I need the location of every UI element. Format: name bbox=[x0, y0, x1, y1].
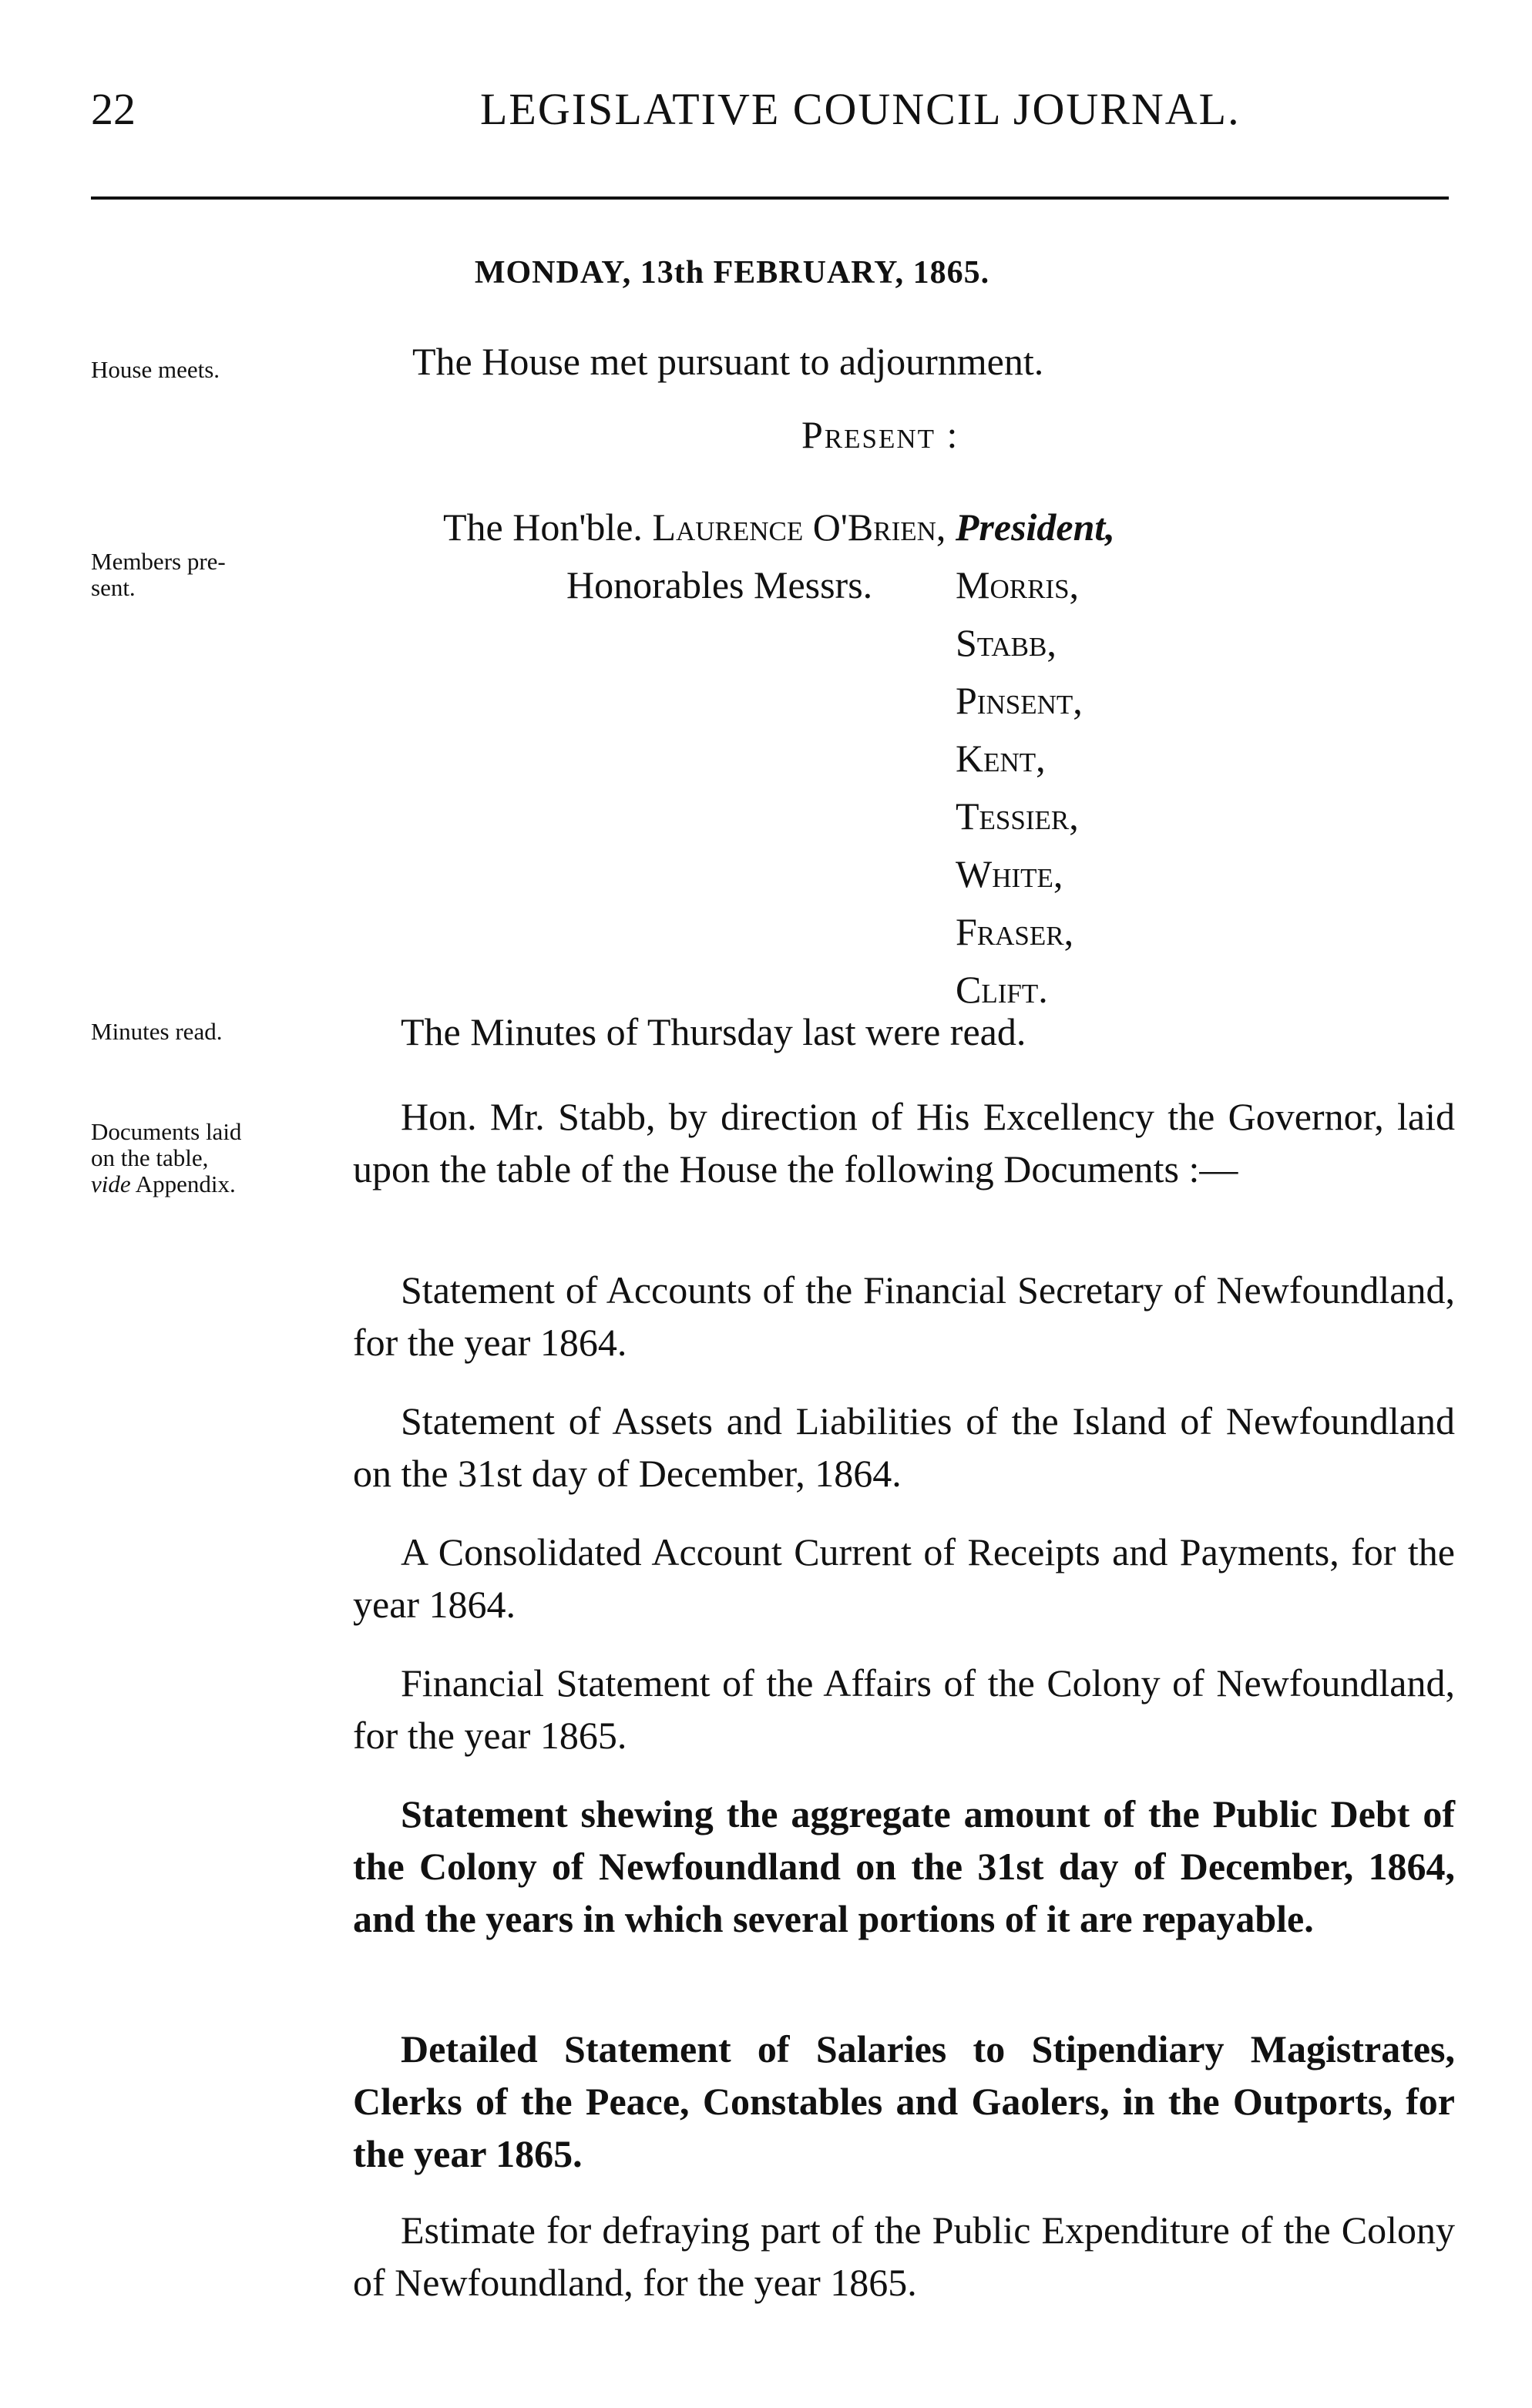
page-number: 22 bbox=[91, 84, 136, 134]
member-name: White, bbox=[956, 852, 1063, 895]
margin-note-documents bbox=[91, 1119, 326, 1197]
session-date: MONDAY, 13th FEBRUARY, 1865. bbox=[474, 255, 990, 291]
running-title: LEGISLATIVE COUNCIL JOURNAL. bbox=[480, 84, 1241, 134]
president-title: President, bbox=[955, 505, 1115, 549]
minutes-line: The Minutes of Thursday last were read. bbox=[401, 1010, 1026, 1053]
margin-note-appendix: Appendix. bbox=[130, 1170, 236, 1197]
page-header bbox=[91, 83, 1455, 145]
member-name: Clift. bbox=[956, 968, 1048, 1011]
margin-note-line: Members pre- bbox=[91, 548, 226, 575]
member-name: Fraser, bbox=[956, 910, 1074, 953]
document-item: Statement of Accounts of the Financial Secretary of Newfoundland, for the year 1864. bbox=[353, 1268, 1455, 1364]
document-item: A Consolidated Account Current of Receipts and Payments, for the year 1864. bbox=[353, 1530, 1455, 1626]
margin-note-vide: vide bbox=[91, 1170, 131, 1197]
president-line bbox=[443, 505, 1115, 549]
document-item: Financial Statement of the Affairs of the Colony of Newfoundland, for the year 1865. bbox=[353, 1661, 1455, 1757]
honorables-prefix: Honorables Messrs. bbox=[566, 563, 873, 606]
margin-note-line: Documents laid bbox=[91, 1118, 242, 1145]
document-item: Detailed Statement of Salaries to Stipendiary Magistrates, Clerks of the Peace, Constables and Gaolers, in the Outports, for the year 1865. bbox=[353, 2027, 1455, 2175]
member-name: Kent, bbox=[956, 737, 1046, 780]
member-name: Stabb, bbox=[956, 621, 1057, 664]
margin-note-members-present bbox=[91, 549, 326, 601]
document-item: Estimate for defraying part of the Public Expenditure of the Colony of Newfoundland, for the year 1865. bbox=[353, 2208, 1455, 2304]
met-line: The House met pursuant to adjournment. bbox=[412, 340, 1044, 383]
documents-intro: Hon. Mr. Stabb, by direction of His Excellency the Governor, laid upon the table of the House the following Documents :— bbox=[353, 1095, 1455, 1191]
president-name: Laurence O'Brien, bbox=[652, 505, 946, 549]
document-item: Statement of Assets and Liabilities of the Island of Newfoundland on the 31st day of December, 1864. bbox=[353, 1399, 1455, 1495]
margin-note-line: on the table, bbox=[91, 1144, 209, 1171]
margin-note-line: sent. bbox=[91, 574, 136, 601]
president-prefix: The Hon'ble. bbox=[443, 505, 643, 549]
header-rule bbox=[91, 196, 1449, 200]
member-name: Pinsent, bbox=[956, 679, 1083, 722]
present-label: Present : bbox=[801, 413, 959, 456]
member-name: Morris, bbox=[956, 563, 1080, 606]
margin-note-house-meets: House meets. bbox=[91, 356, 220, 383]
margin-note-line bbox=[91, 1171, 326, 1197]
margin-note-minutes-read: Minutes read. bbox=[91, 1018, 223, 1045]
document-item: Statement shewing the aggregate amount of the Public Debt of the Colony of Newfoundland on the 31st day of December, 1864, and the years in which several portions of it are repayable. bbox=[353, 1792, 1455, 1940]
member-name: Tessier, bbox=[956, 794, 1079, 838]
